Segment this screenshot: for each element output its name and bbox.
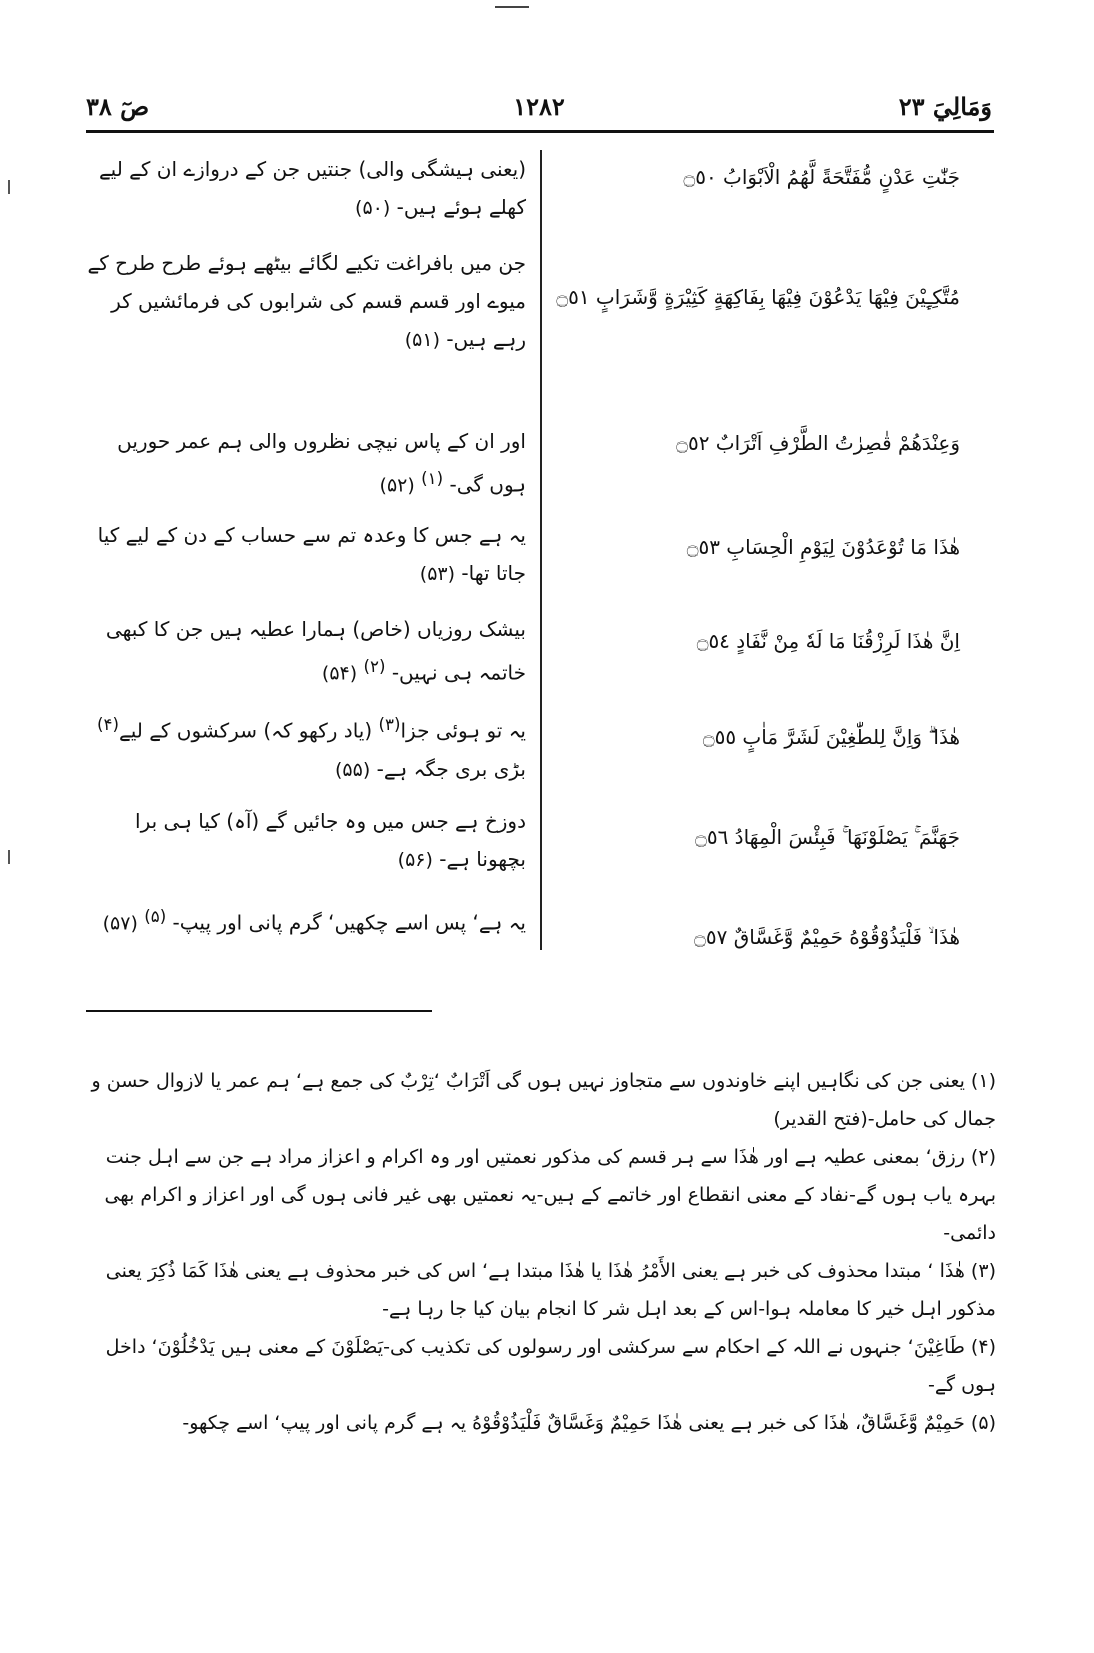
translation-50: [86, 150, 526, 227]
translation-51: [86, 244, 526, 359]
translation-text: اور ان کے پاس نیچی نظروں والی ہم عمر حوریں ہوں گی-: [117, 429, 526, 497]
ayah-52: وَعِنْدَهُمْ قٰصِرٰتُ الطَّرْفِ اَتْرَابٌ ۝٥٢: [676, 431, 960, 455]
page-number: ١٢٨٢: [513, 92, 565, 121]
ayah-ref: (۵۱): [404, 329, 440, 351]
footnotes: [76, 1062, 996, 1622]
ayah-50: جَنّٰتِ عَدْنٍ مُّفَتَّحَةً لَّهُمُ الْاَبْوَابُ ۝٥٠: [683, 165, 960, 189]
footnote-4: (۴) طَاغِيْنَ‘ جنہوں نے اللہ کے احکام سے سرکشی اور رسولوں کی تکذیب کی-يَصْلَوْنَ کے معنی ہیں يَدْخُلُوْنَ‘ داخل ہوں گے-: [105, 1336, 996, 1396]
ayah-57: هٰذَا ۙ فَلْيَذُوْقُوْهُ حَمِيْمٌ وَّغَسَّاقٌ ۝٥٧: [694, 925, 960, 949]
translation-text: (یاد رکھو کہ) سرکشوں کے لیے: [118, 718, 373, 743]
translation-text: یہ ہے جس کا وعدہ تم سے حساب کے دن کے لیے کیا جاتا تھا-: [97, 523, 526, 585]
arabic-text-column: [556, 150, 960, 950]
footnote-2: (۲) رزق‘ بمعنی عطیہ ہے اور هٰذَا سے ہر قسم کی مذکور نعمتیں اور وہ اکرام و اعزاز مراد ہے جن سے اہل جنت بہرہ یاب ہوں گے-نفاد کے معنی انقطاع اور خاتمے کے ہیں-یہ نعمتیں بھی غیر فانی ہوں گی اور اعزاز و اکرام بھی دائمی-: [104, 1146, 996, 1244]
margin-mark: [8, 180, 10, 194]
footnote-3: (۳) هٰذَا ‘ مبتدا محذوف کی خبر ہے یعنی الأَمْرُ هٰذَا یا هٰذَا مبتدا ہے‘ اس کی خبر محذوف ہے یعنی هٰذَا كَمَا ذُكِرَ یعنی مذکور اہل خیر کا معاملہ ہوا-اس کے بعد اہل شر کا انجام بیان کیا جا رہا ہے-: [105, 1260, 996, 1320]
footnote-marker: (۵): [144, 907, 167, 926]
translation-52: [86, 422, 526, 505]
footnote-marker: (۳): [378, 715, 401, 734]
margin-mark: [8, 850, 10, 864]
translation-55: [86, 706, 526, 789]
footnote-marker: (۲): [363, 657, 386, 676]
translation-53: [86, 516, 526, 593]
footnote-5: (۵) حَمِيْمٌ وَّغَسَّاقٌ، هٰذَا کی خبر ہے یعنی هٰذَا حَمِيْمٌ وَغَسَّاقٌ فَلْيَذُوْقُوْهُ یہ ہے گرم پانی اور پیپ‘ اسے چکھو-: [182, 1412, 996, 1434]
ayah-ref: (۵۷): [102, 912, 138, 935]
ayah-ref: (۵۲): [379, 474, 415, 497]
ayah-ref: (۵۶): [397, 849, 433, 871]
urdu-translation-column: [86, 150, 526, 950]
ayah-55: هٰذَا ۗ وَاِنَّ لِلطّٰغِيْنَ لَشَرَّ مَاٰبٍ ۝٥٥: [702, 725, 960, 749]
translation-text: بیشک روزیاں (خاص) ہمارا عطیہ ہیں جن کا کبھی خاتمہ ہی نہیں-: [105, 617, 526, 685]
ayah-54: اِنَّ هٰذَا لَرِزْقُنَا مَا لَهٗ مِنْ نَّفَادٍ ۝٥٤: [696, 629, 960, 653]
ayah-51: مُتَّكِـِٕيْنَ فِيْهَا يَدْعُوْنَ فِيْهَا بِفَاكِهَةٍ كَثِيْرَةٍ وَّشَرَابٍ ۝٥١: [556, 285, 960, 309]
translation-54: [86, 610, 526, 693]
translation-text: (یعنی ہیشگی والی) جنتیں جن کے دروازے ان کے لیے کھلے ہوئے ہیں-: [98, 157, 526, 219]
footnote-marker: (۱): [421, 469, 444, 488]
footnote-separator: [86, 1010, 432, 1012]
ayah-56: جَهَنَّمَ ۚ يَصْلَوْنَهَا ۚ فَبِئْسَ الْمِهَادُ ۝٥٦: [695, 825, 960, 849]
translation-text: یہ تو ہوئی جزا: [400, 718, 526, 743]
column-divider: [540, 150, 542, 950]
ayah-ref: (۵۳): [419, 563, 456, 585]
header-rule: [86, 130, 994, 133]
ayah-53: هٰذَا مَا تُوْعَدُوْنَ لِيَوْمِ الْحِسَابِ ۝٥٣: [686, 535, 960, 559]
page-header: [86, 88, 992, 126]
ayah-ref: (۵۵): [335, 758, 371, 781]
translation-56: [86, 802, 526, 879]
translation-57: [86, 898, 526, 943]
translation-text: دوزخ ہے جس میں وہ جائیں گے (آہ) کیا ہی برا بچھونا ہے-: [135, 809, 526, 871]
footnote-marker: (۴): [97, 715, 119, 734]
footnote-1: (۱) یعنی جن کی نگاہیں اپنے خاوندوں سے متجاوز نہیں ہوں گی اَتْرَابٌ ‘تِرْبٌ کی جمع ہے‘ ہم عمر یا لازوال حسن و جمال کی حامل-(فتح القدیر): [91, 1070, 996, 1130]
ayah-ref: (۵۰): [355, 197, 391, 219]
surah-name-header: صٓ ٣٨: [86, 92, 150, 121]
ayah-ref: (۵۴): [321, 662, 358, 685]
top-edge-mark: [495, 6, 529, 8]
translation-text: بڑی بری جگہ ہے-: [376, 756, 526, 781]
juz-header: وَمَالِيَ ٢٣: [898, 92, 992, 121]
translation-text: یہ ہے‘ پس اسے چکھیں‘ گرم پانی اور پیپ-: [172, 910, 526, 935]
translation-text: جن میں بافراغت تکیے لگائے بیٹھے ہوئے طرح طرح کے میوے اور قسم قسم کی شرابوں کی فرمائشیں کر رہے ہیں-: [87, 251, 526, 351]
